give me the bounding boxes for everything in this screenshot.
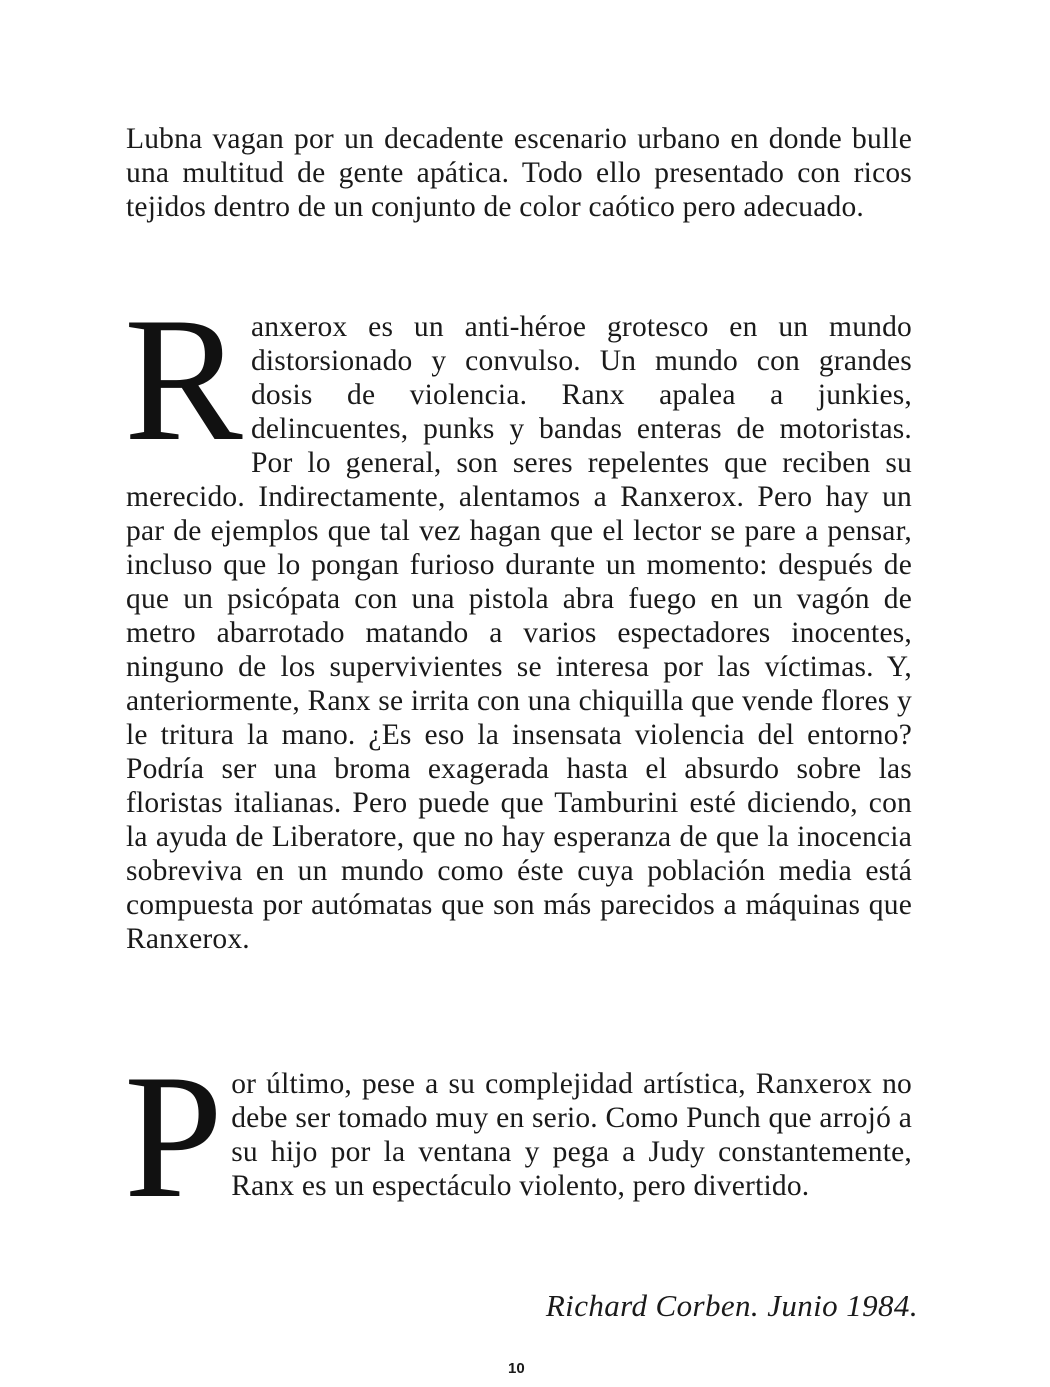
paragraph-3-body: or último, pese a su complejidad artística, Ranxerox no debe ser tomado muy en serio. Como Punch que arrojó a su hijo por la ventana y pega a Judy constantemente, Ranx es un espectáculo violento, pero divertido. bbox=[231, 1068, 912, 1202]
paragraph-2-body: anxerox es un anti-héroe grotesco en un mundo distorsionado y convulso. Un mundo con grandes dosis de violencia. Ranx apalea a junkies, delincuentes, punks y bandas enteras de motoristas. Por lo general, son seres repelentes que reciben su merecido. Indirectamente, alentamos a Ranxerox. Pero hay un par de ejemplos que tal vez hagan que el lector se pare a pensar, incluso que lo pongan furioso durante un momento: después de que un psicópata con una pistola abra fuego en un vagón de metro abarrotado matando a varios espectadores inocentes, ninguno de los supervivientes se interesa por las víctimas. Y, anteriormente, Ranx se irrita con una chiquilla que vende flores y le tritura la mano. ¿Es eso la insensata violencia del entorno? Podría ser una broma exagerada hasta el absurdo sobre las floristas italianas. Pero puede que Tamburini esté diciendo, con la ayuda de Liberatore, que no hay esperanza de que la inocencia sobreviva en un mundo como éste cuya población media está compuesta por autómatas que son más parecidos a máquinas que Ranxerox. bbox=[126, 311, 912, 955]
drop-cap-r: R bbox=[124, 280, 243, 478]
paragraph-1: Lubna vagan por un decadente escenario urbano en donde bulle una multitud de gente apática. Todo ello presentado con ricos tejidos dentro de un conjunto de color caótico pero adecuado. bbox=[126, 123, 912, 223]
paragraph-2 bbox=[124, 280, 912, 956]
page-number: 10 bbox=[508, 1360, 525, 1377]
author-signature: Richard Corben. Junio 1984. bbox=[545, 1288, 918, 1323]
paragraph-3 bbox=[124, 1037, 912, 1235]
drop-cap-p: P bbox=[124, 1037, 224, 1235]
